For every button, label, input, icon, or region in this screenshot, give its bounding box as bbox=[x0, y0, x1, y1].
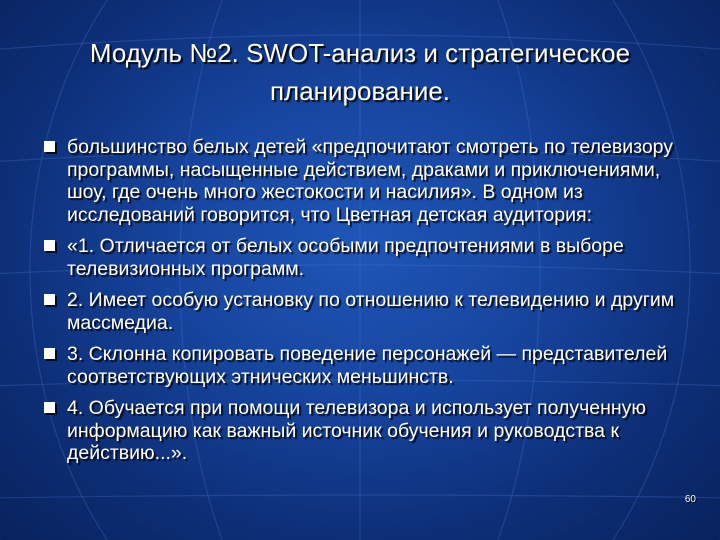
bullet-list bbox=[44, 136, 684, 474]
bullet-item-2 bbox=[44, 235, 684, 280]
page-number: 60 bbox=[684, 494, 696, 505]
bullet-text-2: «1. Отличается от белых особыми предпочтениями в выборе телевизионных программ. bbox=[67, 235, 624, 280]
square-bullet-icon bbox=[44, 141, 55, 152]
bullet-text-1: большинство белых детей «предпочитают смотреть по телевизору программы, насыщенные действием, драками и приключениями, шоу, где очень много жестокости и насилия». В одном из исследований говорится, что Цветная детская аудитория: bbox=[67, 136, 674, 226]
bullet-item-1 bbox=[44, 136, 684, 226]
square-bullet-icon bbox=[44, 348, 55, 359]
square-bullet-icon bbox=[44, 402, 55, 413]
slide-title bbox=[20, 34, 700, 110]
bullet-item-4 bbox=[44, 343, 684, 388]
slide-title-line-2: планирование. bbox=[269, 76, 451, 106]
bullet-text-5: 4. Обучается при помощи телевизора и использует полученную информацию как важный источник обучения и руководства к действию...». bbox=[67, 397, 647, 464]
slide-title-line-1: Модуль №2. SWOT-анализ и стратегическое bbox=[89, 38, 631, 68]
square-bullet-icon bbox=[44, 240, 55, 251]
bullet-text-3: 2. Имеет особую установку по отношению к телевидению и другим массмедиа. bbox=[67, 289, 675, 334]
bullet-item-3 bbox=[44, 289, 684, 334]
bullet-item-5 bbox=[44, 397, 684, 465]
square-bullet-icon bbox=[44, 294, 55, 305]
bullet-text-4: 3. Склонна копировать поведение персонажей — представителей соответствующих этнических меньшинств. bbox=[67, 343, 668, 388]
